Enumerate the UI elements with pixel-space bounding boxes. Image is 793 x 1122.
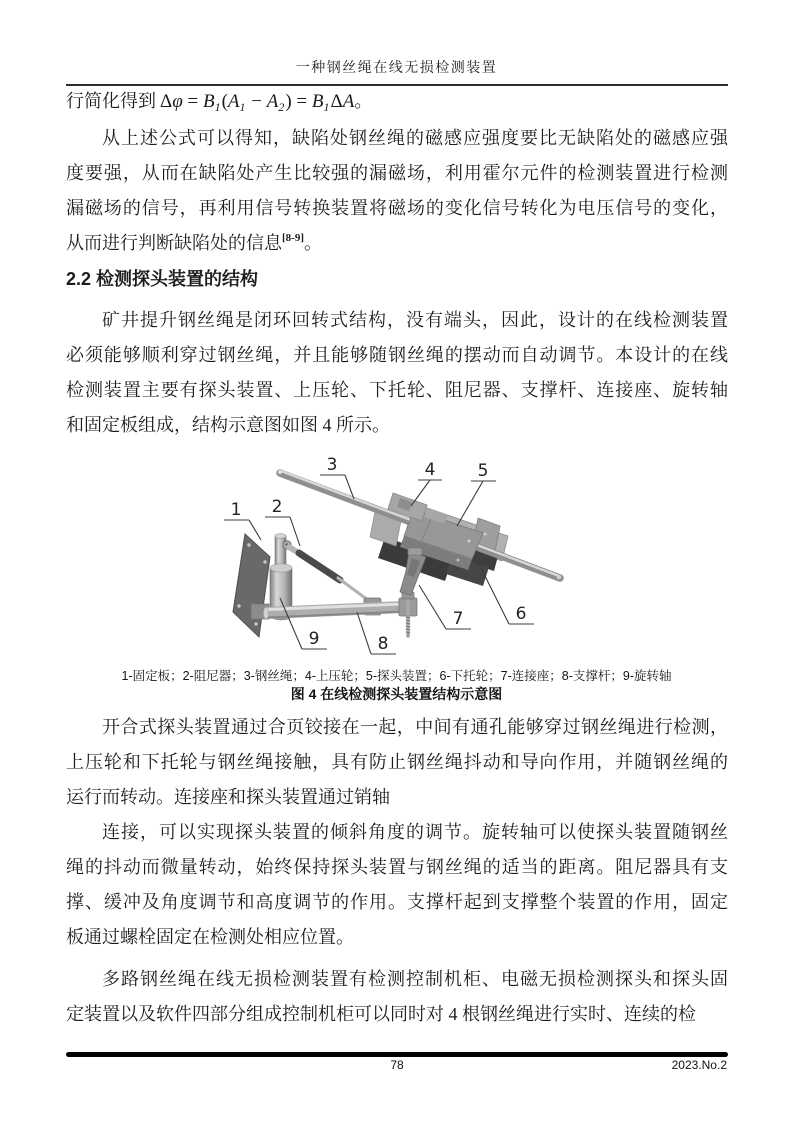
rope-end-cap xyxy=(557,575,562,580)
figure-caption: 图 4 在线检测探头装置结构示意图 xyxy=(290,686,503,702)
running-header-title: 一种钢丝绳在线无损检测装置 xyxy=(295,61,498,76)
formula-segment: 1 xyxy=(214,100,221,114)
formula-segment: Δ xyxy=(160,91,173,112)
callout-leader-line xyxy=(411,480,430,506)
text-segment: 。 xyxy=(304,233,322,253)
figure-parts-legend: 1-固定板；2-阻尼器；3-钢丝绳；4-上压轮；5-探头装置；6-下托轮；7-连接座；8-支撑杆；9-旋转轴 xyxy=(121,669,672,683)
figure-callout-6: 6 xyxy=(515,604,527,624)
bolt-dot xyxy=(457,559,460,562)
text-line: 必须能够顺利穿过钢丝绳，并且能够随钢丝绳的摆动而自动调节。本设计的在线 xyxy=(66,345,728,365)
text-line: 矿井提升钢丝绳是闭环回转式结构，没有端头，因此，设计的在线检测装置 xyxy=(102,310,728,330)
issue-number: 2023.No.2 xyxy=(671,1058,727,1072)
formula-line xyxy=(66,84,728,119)
bolt-hole xyxy=(247,543,250,546)
section-heading-2-2: 2.2 检测探头装置的结构 xyxy=(66,269,259,289)
formula-lead: 行简化得到 xyxy=(66,91,156,111)
figure-4-diagram xyxy=(210,450,690,670)
paragraph-probe-hinge xyxy=(66,710,728,815)
paragraph-leakage-field xyxy=(66,121,728,261)
formula-expression xyxy=(160,91,372,112)
page-number: 78 xyxy=(390,1058,404,1072)
formula-segment: Δ xyxy=(330,91,343,112)
figure-callout-9: 9 xyxy=(308,629,320,649)
formula-segment: 。 xyxy=(354,91,373,111)
callout-leader-line xyxy=(478,562,509,624)
callout-leader-line xyxy=(357,612,371,654)
text-line: 定装置以及软件四部分组成控制机柜可以同时对 4 根钢丝绳进行实时、连续的检 xyxy=(66,1004,696,1024)
text-line xyxy=(66,226,728,261)
text-line: 撑、缓冲及角度调节和高度调节的作用。支撑杆起到支撑整个装置的作用，固定 xyxy=(66,892,728,912)
figure-callout-5: 5 xyxy=(477,461,489,481)
formula-segment: φ xyxy=(172,91,183,112)
formula-segment: ( xyxy=(221,91,228,112)
text-line: 和固定板组成，结构示意图如图 4 所示。 xyxy=(66,415,390,435)
paragraph-structure-overview xyxy=(66,303,728,443)
formula-segment: = xyxy=(182,91,203,112)
citation-ref: [8-9] xyxy=(282,232,304,244)
formula-segment: A xyxy=(227,91,240,112)
text-line: 度要强，从而在缺陷处产生比较强的漏磁场，利用霍尔元件的检测装置进行检测 xyxy=(66,163,728,183)
fixed-plate xyxy=(233,534,270,637)
formula-segment: 2 xyxy=(278,100,285,114)
footer-rule xyxy=(66,1052,728,1057)
bolt-hole xyxy=(254,622,257,625)
figure-callout-7: 7 xyxy=(452,609,464,629)
callout-leader-line xyxy=(249,520,261,540)
text-line: 运行而转动。连接座和探头装置通过销轴 xyxy=(66,787,390,807)
rope-end-cap xyxy=(278,470,282,474)
text-line: 连接，可以实现探头装置的倾斜角度的调节。旋转轴可以使探头装置随钢丝 xyxy=(102,822,728,842)
formula-segment: A xyxy=(342,91,355,112)
text-line: 绳的抖动而微量转动，始终保持探头装置与钢丝绳的适当的距离。阻尼器具有支 xyxy=(66,857,728,877)
figure-callout-8: 8 xyxy=(377,634,389,654)
damper-sleeve xyxy=(299,553,340,580)
formula-segment: B xyxy=(202,91,215,112)
text-line: 漏磁场的信号，再利用信号转换装置将磁场的变化信号转化为电压信号的变化， xyxy=(66,198,728,218)
bolt-dot xyxy=(484,533,487,536)
text-line: 板通过螺栓固定在检测处相应位置。 xyxy=(66,927,354,947)
text-line: 上压轮和下托轮与钢丝绳接触，具有防止钢丝绳抖动和导向作用，并随钢丝绳的 xyxy=(66,752,728,772)
bolt-dot xyxy=(468,540,471,543)
figure-callout-4: 4 xyxy=(424,460,436,480)
formula-segment: − xyxy=(246,91,267,112)
bolt-hole xyxy=(263,560,266,563)
figure-callout-2: 2 xyxy=(271,497,283,517)
formula-segment: 1 xyxy=(323,100,330,114)
paragraph-multichannel xyxy=(66,962,728,1032)
bolt-hole xyxy=(237,604,240,607)
formula-segment: ) = xyxy=(285,91,312,112)
text-line: 从上述公式可以得知，缺陷处钢丝绳的磁感应强度要比无缺陷处的磁感应强 xyxy=(102,128,728,148)
formula-segment: A xyxy=(266,91,279,112)
formula-segment: B xyxy=(311,91,324,112)
formula-text xyxy=(66,84,728,119)
callout-leader-line xyxy=(419,585,446,629)
seat-hinge xyxy=(408,548,422,555)
text-line: 开合式探头装置通过合页铰接在一起，中间有通孔能够穿过钢丝绳进行检测， xyxy=(102,717,728,737)
text-line: 检测装置主要有探头装置、上压轮、下托轮、阻尼器、支撑杆、连接座、旋转轴 xyxy=(66,380,728,400)
callout-leader-line xyxy=(290,517,300,546)
text-line: 多路钢丝绳在线无损检测装置有检测控制机柜、电磁无损检测探头和探头固 xyxy=(102,969,728,989)
text-segment: 从而进行判断缺陷处的信息 xyxy=(66,233,282,253)
paragraph-adjustment xyxy=(66,815,728,955)
figure-callout-3: 3 xyxy=(326,455,338,475)
figure-callout-1: 1 xyxy=(230,500,242,520)
formula-segment: 1 xyxy=(239,100,246,114)
